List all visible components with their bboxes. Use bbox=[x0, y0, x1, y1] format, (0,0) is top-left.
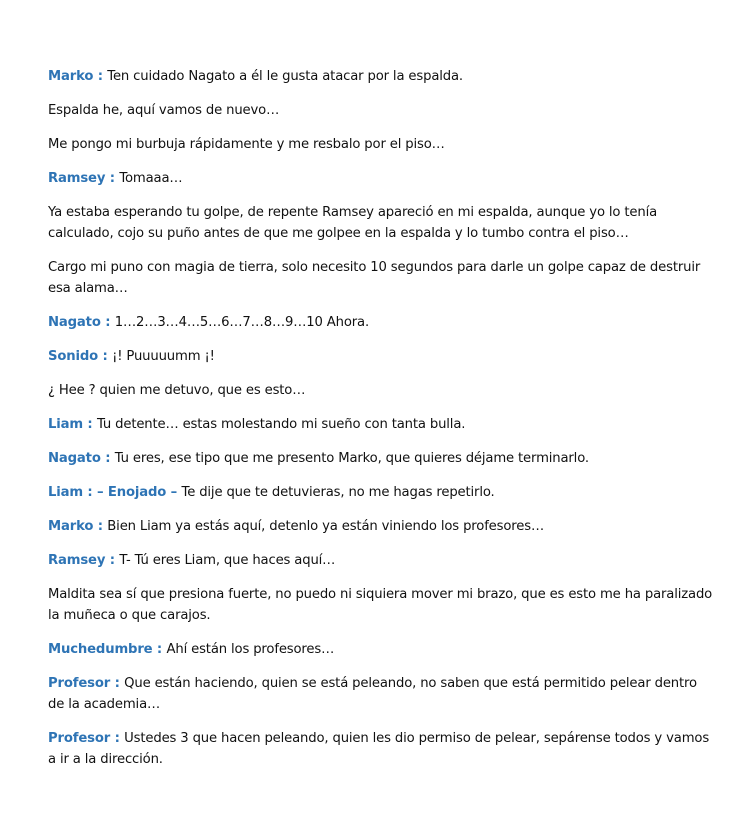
speaker-separator: : bbox=[100, 451, 115, 466]
speaker-separator: : bbox=[105, 171, 120, 186]
dialogue-text: Te dije que te detuvieras, no me hagas repetirlo. bbox=[181, 485, 495, 500]
speaker-separator: : bbox=[82, 485, 97, 500]
speaker-name: Profesor bbox=[48, 731, 111, 746]
speaker-name: Ramsey bbox=[48, 553, 106, 568]
speaker-separator: : bbox=[110, 676, 125, 691]
dialogue-line bbox=[48, 550, 715, 571]
dialogue-text: Ten cuidado Nagato a él le gusta atacar por la espalda. bbox=[107, 69, 463, 84]
dialogue-line bbox=[48, 728, 715, 770]
narration-text: Espalda he, aquí vamos de nuevo… bbox=[48, 103, 280, 118]
speaker-separator: : bbox=[105, 553, 120, 568]
dialogue-line bbox=[48, 639, 715, 660]
narration-paragraph bbox=[48, 584, 715, 626]
narration-paragraph bbox=[48, 380, 715, 401]
narration-text: ¿ Hee ? quien me detuvo, que es esto… bbox=[48, 383, 306, 398]
speaker-name: Muchedumbre bbox=[48, 642, 153, 657]
dialogue-line bbox=[48, 673, 715, 715]
speaker-separator: : bbox=[98, 349, 113, 364]
speaker-name: Liam bbox=[48, 417, 83, 432]
dialogue-text: Que están haciendo, quien se está peleando, no saben que está permitido pelear dentro de la academia… bbox=[48, 676, 697, 712]
stage-direction: – Enojado – bbox=[96, 485, 182, 500]
dialogue-line bbox=[48, 482, 715, 503]
speaker-separator: : bbox=[110, 731, 125, 746]
narration-paragraph bbox=[48, 257, 715, 299]
speaker-name: Liam bbox=[48, 485, 83, 500]
speaker-separator: : bbox=[93, 519, 108, 534]
speaker-name: Profesor bbox=[48, 676, 111, 691]
speaker-separator: : bbox=[100, 315, 115, 330]
speaker-name: Marko bbox=[48, 69, 94, 84]
narration-paragraph bbox=[48, 202, 715, 244]
speaker-name: Ramsey bbox=[48, 171, 106, 186]
dialogue-line bbox=[48, 66, 715, 87]
narration-text: Cargo mi puno con magia de tierra, solo necesito 10 segundos para darle un golpe capaz de destruir esa alama… bbox=[48, 260, 701, 296]
dialogue-line bbox=[48, 448, 715, 469]
dialogue-text: Tu detente… estas molestando mi sueño con tanta bulla. bbox=[96, 417, 466, 432]
speaker-separator: : bbox=[82, 417, 97, 432]
dialogue-text: 1…2…3…4…5…6…7…8…9…10 Ahora. bbox=[114, 315, 370, 330]
narration-text: Ya estaba esperando tu golpe, de repente Ramsey apareció en mi espalda, aunque yo lo tenía calculado, cojo su puño antes de que me golpee en la espalda y lo tumbo contra el piso… bbox=[48, 205, 658, 241]
dialogue-line bbox=[48, 168, 715, 189]
narration-paragraph bbox=[48, 100, 715, 121]
speaker-name: Nagato bbox=[48, 315, 101, 330]
dialogue-line bbox=[48, 312, 715, 333]
dialogue-line bbox=[48, 414, 715, 435]
dialogue-text: Tomaaa… bbox=[119, 171, 183, 186]
speaker-name: Marko bbox=[48, 519, 94, 534]
dialogue-text: ¡! Puuuuumm ¡! bbox=[112, 349, 215, 364]
narration-text: Maldita sea sí que presiona fuerte, no puedo ni siquiera mover mi brazo, que es esto me ha paralizado la muñeca o que carajos. bbox=[48, 587, 713, 623]
dialogue-text: Ahí están los profesores… bbox=[166, 642, 335, 657]
speaker-separator: : bbox=[152, 642, 167, 657]
dialogue-text: Ustedes 3 que hacen peleando, quien les dio permiso de pelear, sepárense todos y vamos a ir a la dirección. bbox=[48, 731, 710, 767]
dialogue-line bbox=[48, 346, 715, 367]
narration-text: Me pongo mi burbuja rápidamente y me resbalo por el piso… bbox=[48, 137, 445, 152]
speaker-separator: : bbox=[93, 69, 108, 84]
dialogue-text: Bien Liam ya estás aquí, detenlo ya están viniendo los profesores… bbox=[107, 519, 544, 534]
dialogue-line bbox=[48, 516, 715, 537]
speaker-name: Sonido bbox=[48, 349, 99, 364]
narration-paragraph bbox=[48, 134, 715, 155]
dialogue-text: Tu eres, ese tipo que me presento Marko, que quieres déjame terminarlo. bbox=[114, 451, 589, 466]
dialogue-text: T- Tú eres Liam, que haces aquí… bbox=[119, 553, 336, 568]
speaker-name: Nagato bbox=[48, 451, 101, 466]
